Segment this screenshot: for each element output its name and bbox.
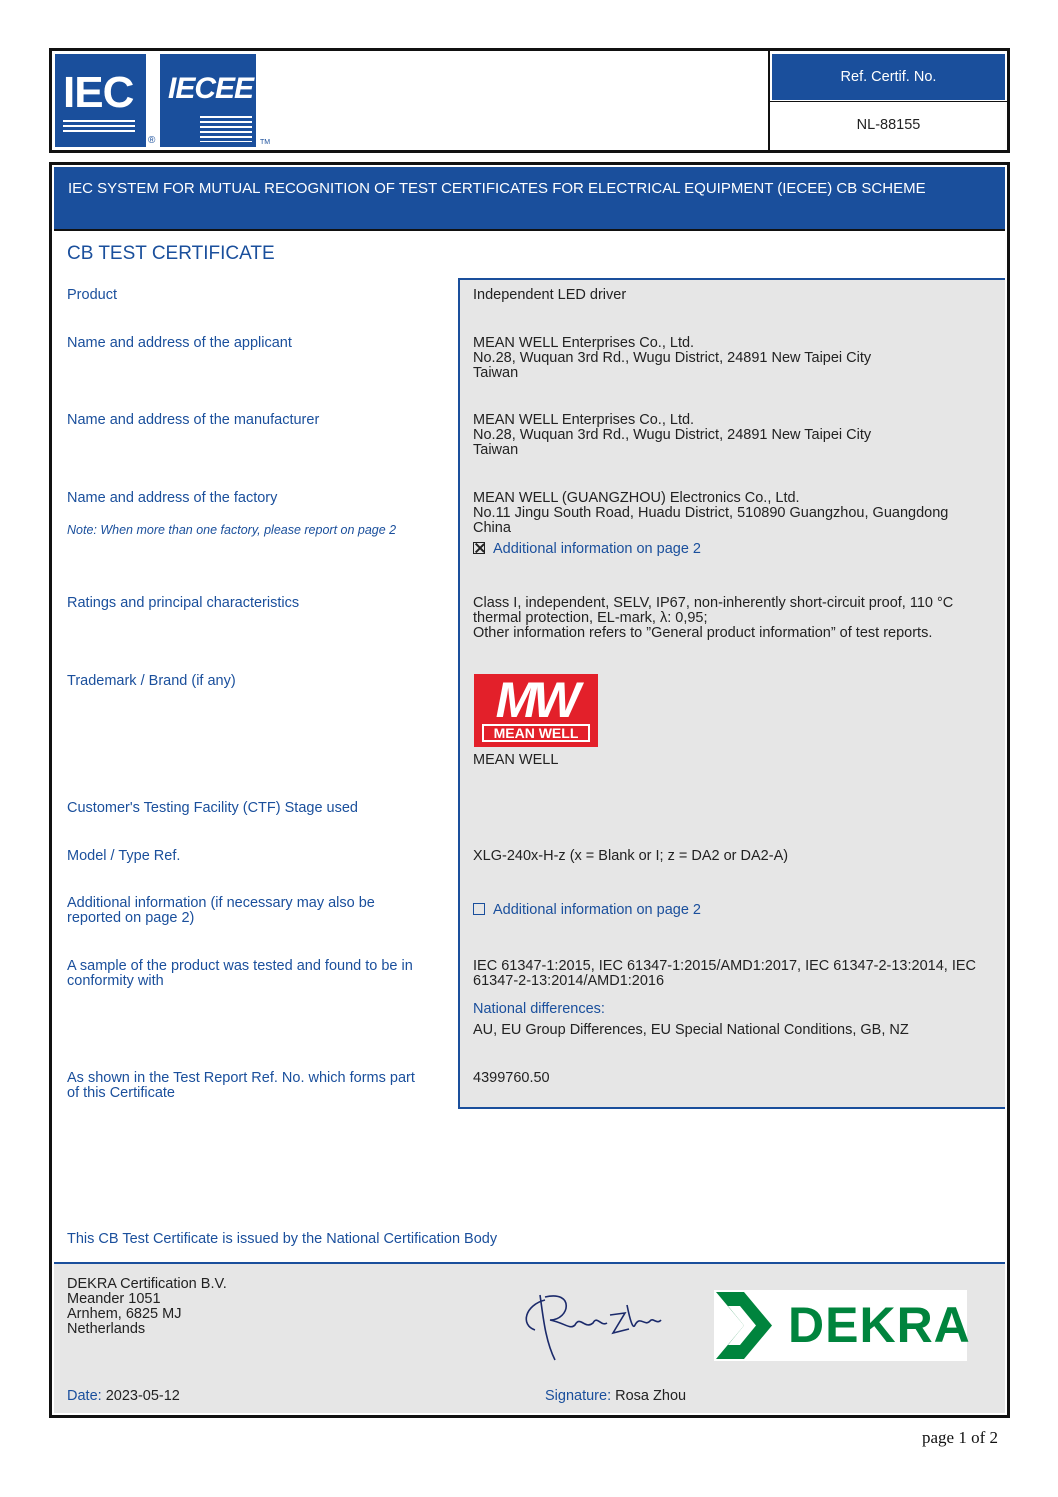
ratings-value [473,596,953,641]
certificate-heading: CB TEST CERTIFICATE [67,243,275,264]
conformity-label-line: conformity with [67,973,164,989]
applicant-line: MEAN WELL Enterprises Co., Ltd. [473,335,695,351]
trademark-value: MEAN WELL [473,752,559,768]
date-line [67,1389,180,1404]
report-label-line: of this Certificate [67,1085,175,1101]
factory-value [473,491,948,536]
header-frame [49,48,1010,153]
additional-label-line: Additional information (if necessary may also be [67,895,375,911]
factory-line: No.11 Jingu South Road, Huadu District, 510890 Guangzhou, Guangdong [473,505,949,521]
banner-title: IEC SYSTEM FOR MUTUAL RECOGNITION OF TEST CERTIFICATES FOR ELECTRICAL EQUIPMENT (IECEE) CB SCHEME [68,180,926,197]
date-value: 2023-05-12 [105,1388,180,1404]
conformity-line: IEC 61347-1:2015, IEC 61347-1:2015/AMD1:2017, IEC 61347-2-13:2014, IEC [473,958,976,974]
national-differences-value: AU, EU Group Differences, EU Special National Conditions, GB, NZ [473,1022,909,1038]
additional-label [67,896,375,926]
iec-logo [55,54,146,147]
issuer-address-line: Meander 1051 [67,1291,161,1307]
issuer-address-line: DEKRA Certification B.V. [67,1276,227,1292]
ratings-line: thermal protection, EL-mark, λ: 0,95; [473,610,708,626]
page-number: page 1 of 2 [922,1428,999,1447]
manufacturer-line: No.28, Wuquan 3rd Rd., Wugu District, 24891 New Taipei City [473,427,872,443]
iec-logo-text: IEC [63,68,134,117]
factory-line: MEAN WELL (GUANGZHOU) Electronics Co., Ltd. [473,490,800,506]
signature-line [545,1389,686,1404]
conformity-line: 61347-2-13:2014/AMD1:2016 [473,973,665,989]
issuer-statement: This CB Test Certificate is issued by the National Certification Body [67,1231,498,1247]
ref-number: NL-88155 [770,101,1007,148]
model-label: Model / Type Ref. [67,848,181,864]
product-value: Independent LED driver [473,287,627,303]
factory-additional-info-label: Additional information on page 2 [493,541,701,557]
issuer-address-line: Arnhem, 6825 MJ [67,1306,182,1322]
factory-label: Name and address of the factory [67,490,278,506]
checked-checkbox-icon[interactable] [473,542,485,554]
manufacturer-label: Name and address of the manufacturer [67,412,320,428]
trademark-label: Trademark / Brand (if any) [67,673,236,689]
dekra-logo [714,1290,971,1361]
meanwell-logo-text: MEAN WELL [493,725,579,741]
signature-value: Rosa Zhou [615,1388,687,1404]
empty-checkbox-icon[interactable] [473,903,485,915]
manufacturer-value [473,413,871,458]
applicant-value [473,336,871,381]
dekra-arrow-icon [714,1290,774,1361]
dekra-logo-text: DEKRA [788,1297,971,1353]
additional-info-checkbox[interactable] [473,903,701,918]
meanwell-logo-mark: MW [495,672,577,728]
additional-label-line: reported on page 2) [67,910,195,926]
trademark-mark: TM [260,139,271,146]
applicant-line: Taiwan [473,365,519,381]
additional-info-checkbox-label: Additional information on page 2 [493,902,701,918]
applicant-line: No.28, Wuquan 3rd Rd., Wugu District, 24891 New Taipei City [473,350,872,366]
factory-note: Note: When more than one factory, please report on page 2 [67,523,397,537]
date-label: Date: [67,1388,102,1404]
factory-line: China [473,520,511,536]
iecee-logo-lines [200,116,252,142]
meanwell-logo [474,674,598,747]
ratings-line: Other information refers to ”General product information” of test reports. [473,625,933,641]
manufacturer-line: MEAN WELL Enterprises Co., Ltd. [473,412,695,428]
ratings-line: Class I, independent, SELV, IP67, non-inherently short-circuit proof, 110 °C [473,595,954,611]
conformity-label-line: A sample of the product was tested and found to be in [67,958,413,974]
iecee-logo [160,54,256,147]
iecee-logo-text: IECEE [168,72,254,105]
report-label [67,1071,415,1101]
ratings-label: Ratings and principal characteristics [67,595,300,611]
product-label: Product [67,287,117,303]
signature-label: Signature: [545,1388,612,1404]
banner [54,167,1005,231]
issuer-address-line: Netherlands [67,1321,146,1337]
registered-mark: ® [148,135,156,146]
ref-box [768,51,1009,150]
conformity-value [473,959,976,989]
applicant-label: Name and address of the applicant [67,335,292,351]
report-value: 4399760.50 [473,1070,550,1086]
handwritten-signature [515,1285,670,1365]
iec-logo-lines [63,120,135,134]
manufacturer-line: Taiwan [473,442,519,458]
national-differences-label: National differences: [473,1001,605,1017]
issuer-address [67,1277,227,1337]
ref-label: Ref. Certif. No. [840,69,937,85]
factory-additional-info[interactable] [473,542,701,557]
ref-label-cell [772,54,1005,100]
ctf-label: Customer's Testing Facility (CTF) Stage used [67,800,358,816]
report-label-line: As shown in the Test Report Ref. No. which forms part [67,1070,415,1086]
conformity-label [67,959,413,989]
model-value: XLG-240x-H-z (x = Blank or I; z = DA2 or DA2-A) [473,848,789,864]
